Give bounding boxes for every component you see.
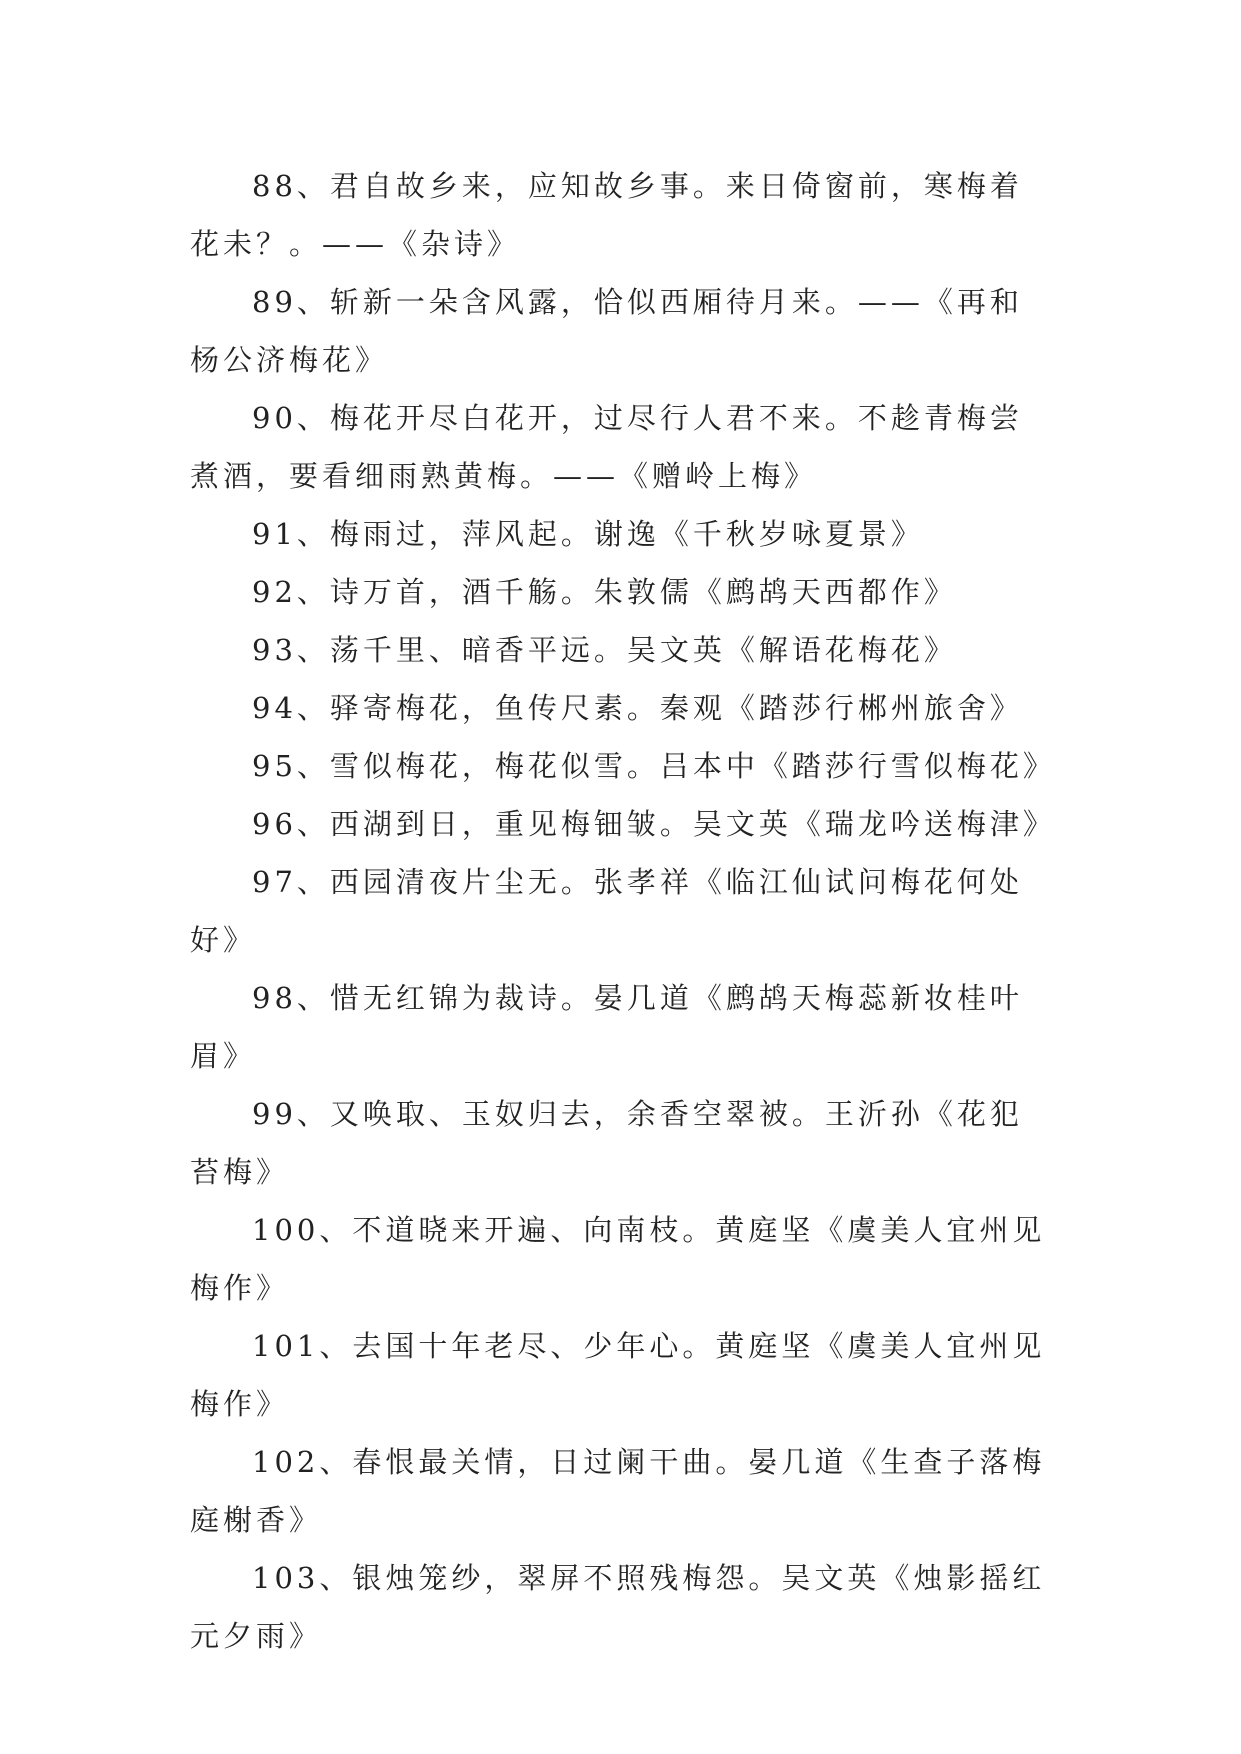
paragraph-98: 98、惜无红锦为裁诗。晏几道《鹧鸪天梅蕊新妆桂叶眉》 xyxy=(190,981,1023,1073)
paragraph-101: 101、去国十年老尽、少年心。黄庭坚《虞美人宜州见梅作》 xyxy=(190,1329,1046,1421)
paragraph-94: 94、驿寄梅花，鱼传尺素。秦观《踏莎行郴州旅舍》 xyxy=(252,691,1023,725)
paragraph-90: 90、梅花开尽白花开，过尽行人君不来。不趁青梅尝煮酒，要看细雨熟黄梅。——《赠岭上梅》 xyxy=(190,401,1023,493)
paragraph-93: 93、荡千里、暗香平远。吴文英《解语花梅花》 xyxy=(252,633,957,667)
paragraph-92: 92、诗万首，酒千觞。朱敦儒《鹧鸪天西都作》 xyxy=(252,575,957,609)
paragraph-91: 91、梅雨过，萍风起。谢逸《千秋岁咏夏景》 xyxy=(252,517,924,551)
paragraph-88: 88、君自故乡来，应知故乡事。来日倚窗前，寒梅着花未？。——《杂诗》 xyxy=(190,169,1023,261)
paragraph-97: 97、西园清夜片尘无。张孝祥《临江仙试问梅花何处好》 xyxy=(190,865,1023,957)
paragraph-99: 99、又唤取、玉奴归去，余香空翠被。王沂孙《花犯苔梅》 xyxy=(190,1097,1023,1189)
paragraph-96: 96、西湖到日，重见梅钿皱。吴文英《瑞龙吟送梅津》 xyxy=(252,807,1056,841)
paragraph-102: 102、春恨最关情，日过阑干曲。晏几道《生查子落梅庭榭香》 xyxy=(190,1445,1046,1537)
document-body xyxy=(190,157,1056,1665)
paragraph-95: 95、雪似梅花，梅花似雪。吕本中《踏莎行雪似梅花》 xyxy=(252,749,1056,783)
paragraph-100: 100、不道晓来开遍、向南枝。黄庭坚《虞美人宜州见梅作》 xyxy=(190,1213,1046,1305)
paragraph-103: 103、银烛笼纱，翠屏不照残梅怨。吴文英《烛影摇红元夕雨》 xyxy=(190,1561,1046,1653)
paragraph-89: 89、斩新一朵含风露，恰似西厢待月来。——《再和杨公济梅花》 xyxy=(190,285,1023,377)
